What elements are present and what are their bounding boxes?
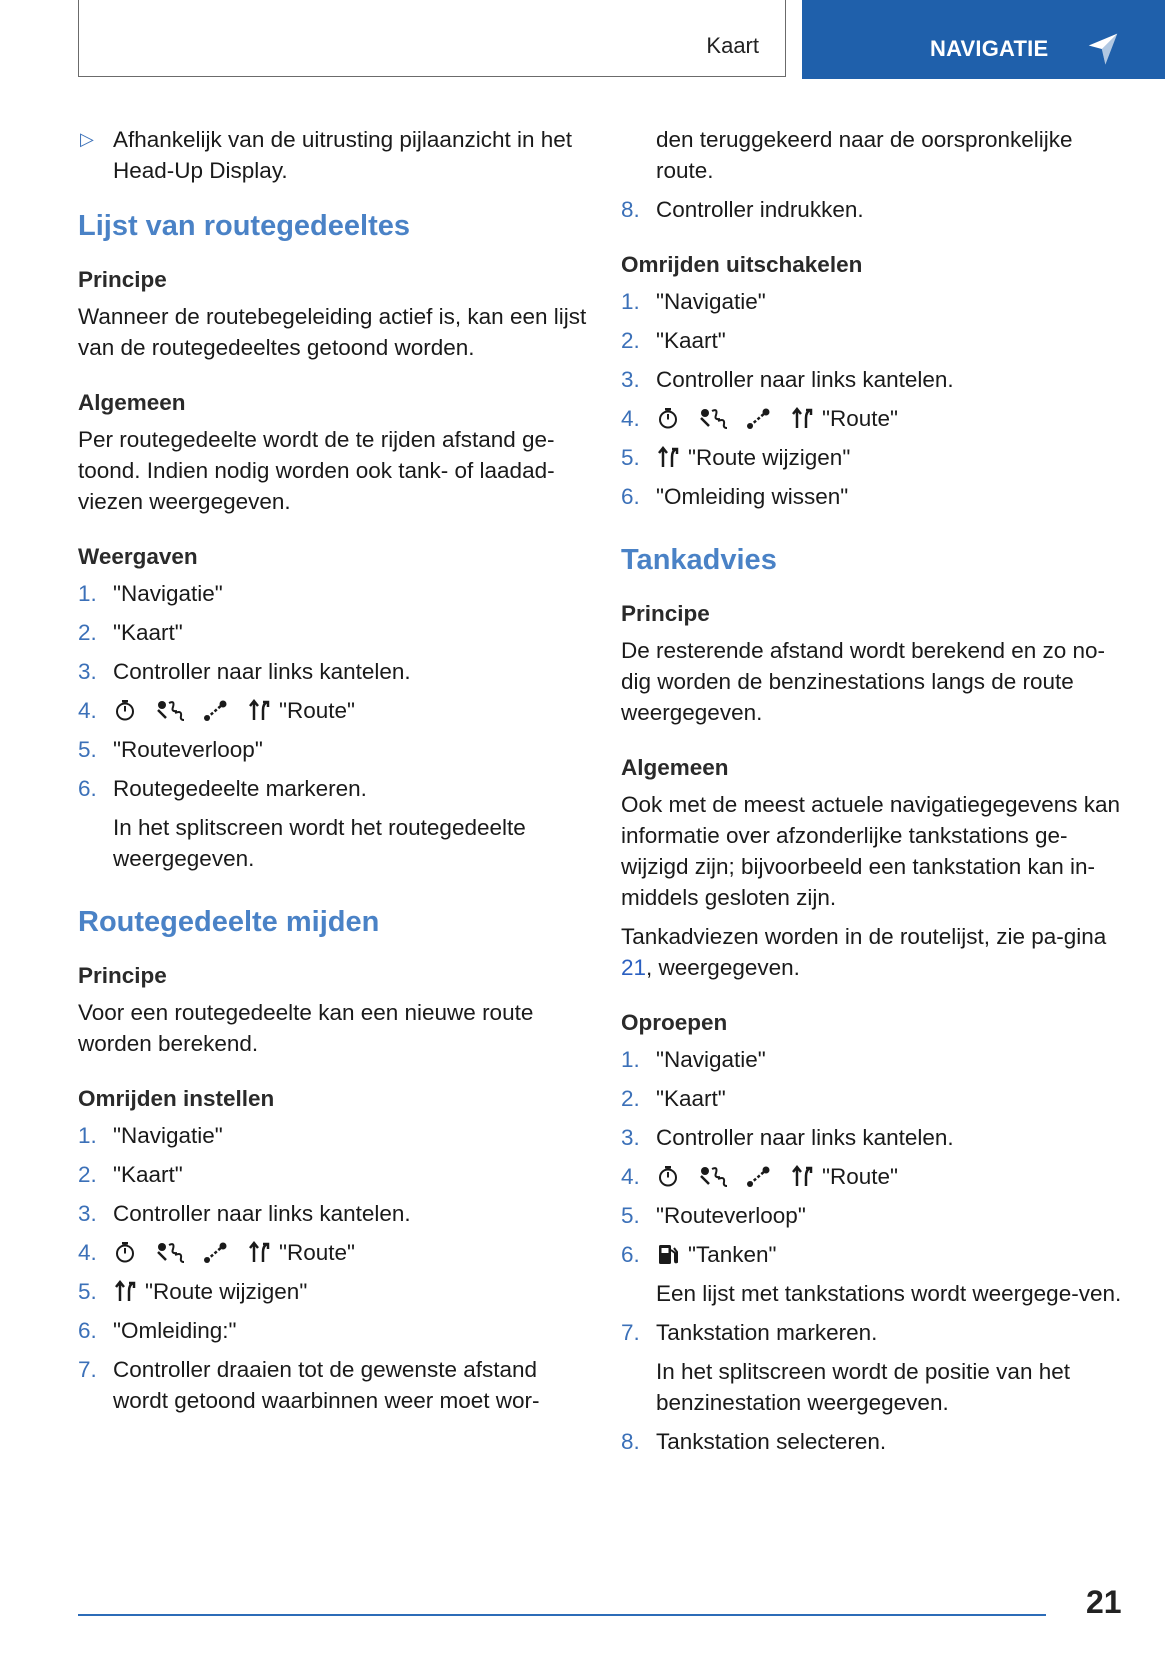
stopwatch-icon (113, 1240, 137, 1264)
route-line-icon (746, 406, 772, 430)
list-item (78, 1237, 588, 1268)
list-item (621, 442, 1131, 473)
step-number: 4. (78, 698, 97, 723)
step-text: "Route" (822, 1164, 899, 1189)
list-item (621, 364, 1131, 395)
list-item (621, 403, 1131, 434)
step-number: 5. (78, 1279, 97, 1304)
step-number: 3. (621, 1125, 640, 1150)
section-title: Lijst van routegedeeltes (78, 210, 410, 242)
step-number: 1. (78, 581, 97, 606)
steps-list (78, 1120, 588, 1416)
section-title: Routegedeelte mijden (78, 906, 380, 938)
list-item (78, 695, 588, 726)
step-number: 4. (78, 1240, 97, 1265)
route-arrows-icon (113, 1279, 137, 1303)
step-subtext: Een lijst met tankstations wordt weergege-ven. (656, 1281, 1122, 1306)
step-text: Controller draaien tot de gewenste afstand wordt getoond waarbinnen weer moet wor- (113, 1357, 540, 1413)
step-text: Controller naar links kantelen. (113, 659, 411, 684)
traffic-icon (698, 1164, 728, 1188)
step-number: 6. (78, 1318, 97, 1343)
step-text: Tankstation markeren. (656, 1320, 878, 1345)
icon-sequence (656, 1164, 814, 1188)
subheading: Principe (621, 601, 710, 626)
icon-sequence (113, 1240, 271, 1264)
step-number: 1. (621, 1047, 640, 1072)
paragraph: Wanneer de routebegeleiding actief is, kan een lijst van de routegedeeltes getoond worden. (78, 304, 587, 360)
list-item (621, 1122, 1131, 1153)
step-text: "Omleiding wissen" (656, 484, 849, 509)
route-arrows-icon (247, 698, 271, 722)
paragraph: De resterende afstand wordt berekend en zo no-dig worden de benzinestations langs de route weergegeven. (621, 638, 1106, 725)
paragraph: Voor een routegedeelte kan een nieuwe route worden berekend. (78, 1000, 534, 1056)
subheading: Oproepen (621, 1010, 728, 1035)
step-text: Controller naar links kantelen. (113, 1201, 411, 1226)
step-number: 8. (621, 197, 640, 222)
step-subtext: In het splitscreen wordt de positie van het benzinestation weergegeven. (656, 1359, 1070, 1415)
page-link[interactable]: 21 (621, 955, 647, 980)
left-column (78, 124, 588, 1424)
step-number: 2. (621, 1086, 640, 1111)
list-item (621, 1200, 1131, 1231)
navigation-arrow-icon (1084, 30, 1122, 68)
paragraph: Per routegedeelte wordt de te rijden afstand ge-toond. Indien nodig worden ook tank- of laadad-viezen weergegeven. (78, 427, 555, 514)
step-text: Tankstation selecteren. (656, 1429, 887, 1454)
step-text: "Routeverloop" (656, 1203, 806, 1228)
step-number: 5. (78, 737, 97, 762)
route-arrows-icon (790, 1164, 814, 1188)
steps-list (621, 1044, 1131, 1457)
steps-list (78, 578, 588, 874)
step-continuation: den teruggekeerd naar de oorspronkelijke route. (656, 127, 1073, 183)
step-text: "Kaart" (656, 328, 726, 353)
list-item (78, 1198, 588, 1229)
step-number: 2. (621, 328, 640, 353)
step-number: 5. (621, 1203, 640, 1228)
list-item (78, 656, 588, 687)
step-text: Routegedeelte markeren. (113, 776, 367, 801)
traffic-icon (698, 406, 728, 430)
subheading: Principe (78, 963, 167, 988)
step-text: "Kaart" (113, 1162, 183, 1187)
step-text: Controller naar links kantelen. (656, 367, 954, 392)
fuel-icon (656, 1242, 680, 1266)
step-number: 5. (621, 445, 640, 470)
step-number: 7. (621, 1320, 640, 1345)
list-item (78, 617, 588, 648)
step-text: "Route" (822, 406, 899, 431)
list-item (78, 1159, 588, 1190)
step-number: 6. (621, 1242, 640, 1267)
icon-sequence (656, 406, 814, 430)
right-column (621, 124, 1131, 1465)
traffic-icon (155, 1240, 185, 1264)
step-text: "Route" (279, 1240, 356, 1265)
paragraph (621, 921, 1131, 983)
steps-list (621, 286, 1131, 512)
list-item (621, 1161, 1131, 1192)
route-arrows-icon (656, 445, 680, 469)
bullet-text: Afhankelijk van de uitrusting pijlaanzicht in het Head-Up Display. (113, 127, 573, 183)
subheading: Principe (78, 267, 167, 292)
list-item (621, 481, 1131, 512)
list-item (621, 1239, 1131, 1309)
step-text: Controller naar links kantelen. (656, 1125, 954, 1150)
step-number: 8. (621, 1429, 640, 1454)
list-item (621, 325, 1131, 356)
step-number: 4. (621, 406, 640, 431)
list-item (621, 1083, 1131, 1114)
stopwatch-icon (113, 698, 137, 722)
paragraph: Ook met de meest actuele navigatiegegevens kan informatie over afzonderlijke tankstations ge-wijzigd zijn; bijvoorbeeld een tankstation kan in-middels gesloten zijn. (621, 792, 1121, 910)
step-text: "Navigatie" (656, 289, 766, 314)
step-text: "Kaart" (656, 1086, 726, 1111)
list-item (621, 1317, 1131, 1418)
list-item (78, 773, 588, 874)
step-number: 6. (621, 484, 640, 509)
list-item (621, 1426, 1131, 1457)
step-text: "Navigatie" (113, 581, 223, 606)
step-text: "Route wijzigen" (688, 445, 851, 470)
list-item (78, 578, 588, 609)
bullet-item (78, 124, 588, 186)
list-item (78, 1354, 588, 1416)
page-number: 21 (1086, 1584, 1122, 1620)
step-number: 2. (78, 620, 97, 645)
step-text: "Route" (279, 698, 356, 723)
route-arrows-icon (247, 1240, 271, 1264)
section-title: Tankadvies (621, 544, 777, 576)
header-tab (802, 0, 1165, 79)
step-number: 3. (621, 367, 640, 392)
list-item (621, 194, 1131, 225)
stopwatch-icon (656, 1164, 680, 1188)
list-item (78, 1120, 588, 1151)
route-line-icon (746, 1164, 772, 1188)
footer-rule (78, 1614, 1046, 1616)
step-number: 7. (78, 1357, 97, 1382)
step-text: Controller indrukken. (656, 197, 864, 222)
steps-list (621, 194, 1131, 225)
list-item (621, 1044, 1131, 1075)
list-item (78, 1315, 588, 1346)
paragraph-text: Tankadviezen worden in de routelijst, zie pa-gina (621, 924, 1107, 949)
step-text: "Tanken" (688, 1242, 777, 1267)
route-line-icon (203, 698, 229, 722)
step-number: 4. (621, 1164, 640, 1189)
subheading: Algemeen (78, 390, 186, 415)
route-arrows-icon (790, 406, 814, 430)
step-text: "Kaart" (113, 620, 183, 645)
stopwatch-icon (656, 406, 680, 430)
list-item (621, 286, 1131, 317)
bullet-triangle-icon: ▷ (80, 129, 94, 149)
step-text: "Navigatie" (656, 1047, 766, 1072)
step-number: 3. (78, 659, 97, 684)
list-item (78, 734, 588, 765)
step-number: 2. (78, 1162, 97, 1187)
step-number: 6. (78, 776, 97, 801)
subheading: Omrijden instellen (78, 1086, 275, 1111)
step-text: "Omleiding:" (113, 1318, 237, 1343)
traffic-icon (155, 698, 185, 722)
subheading: Algemeen (621, 755, 729, 780)
header-tab-label: NAVIGATIE (930, 36, 1049, 61)
header-frame (78, 0, 786, 77)
list-item (78, 1276, 588, 1307)
step-text: "Navigatie" (113, 1123, 223, 1148)
paragraph-text: , weergegeven. (646, 955, 800, 980)
header-section-label: Kaart (706, 33, 759, 58)
step-number: 1. (78, 1123, 97, 1148)
step-subtext: In het splitscreen wordt het routegedeelte weergegeven. (113, 815, 526, 871)
route-line-icon (203, 1240, 229, 1264)
step-text: "Routeverloop" (113, 737, 263, 762)
step-number: 1. (621, 289, 640, 314)
icon-sequence (113, 698, 271, 722)
subheading: Omrijden uitschakelen (621, 252, 863, 277)
subheading: Weergaven (78, 544, 198, 569)
step-number: 3. (78, 1201, 97, 1226)
step-text: "Route wijzigen" (145, 1279, 308, 1304)
